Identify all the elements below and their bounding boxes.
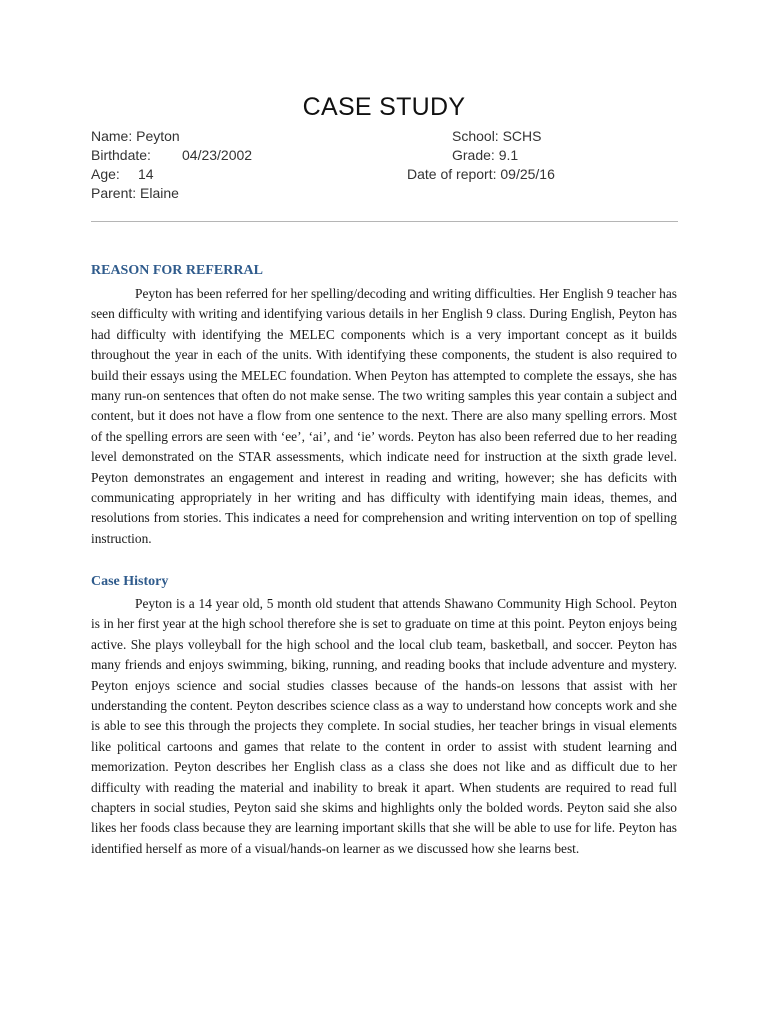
age-label: Age:: [91, 166, 120, 182]
page-title: CASE STUDY: [302, 93, 466, 121]
divider: [91, 221, 678, 222]
birthdate-value: 04/23/2002: [182, 147, 253, 163]
grade-field: Grade: 9.1: [452, 147, 519, 163]
age-value: 14: [138, 166, 154, 182]
section-heading-case-history: Case History: [91, 574, 169, 589]
section-heading-referral: REASON FOR REFERRAL: [91, 263, 263, 278]
parent-field: Parent: Elaine: [91, 185, 179, 201]
name-field: Name: Peyton: [91, 128, 180, 144]
section-body-referral: Peyton has been referred for her spelling/decoding and writing difficulties. Her English 9 teacher has seen difficulty with writing and identifying various details in her English 9 class. During English, Peyton has had difficulty with identifying the MELEC components which is a very important concept as it builds throughout the year in each of the units. With identifying these components, the student is also required to build their essays using the MELEC foundation. When Peyton has attempted to complete the essays, she has many run-on sentences that often do not make sense. The two writing samples this year contain a subject and content, but it does not have a flow from one sentence to the next. There are also many spelling errors. Most of the spelling errors are seen with ‘ee’, ‘ai’, and ‘ie’ words. Peyton has also been referred due to her reading level demonstrated on the STAR assessments, which indicate need for instruction at the sixth grade level. Peyton demonstrates an engagement and interest in reading and writing, however; she has deficits with communicating appropriately in her writing and has difficulty with identifying main ideas, themes, and resolutions from stories. This indicates a need for comprehension and writing intervention on top of spelling instruction.: [91, 286, 677, 546]
birthdate-label: Birthdate:: [91, 147, 151, 163]
section-body-case-history: Peyton is a 14 year old, 5 month old student that attends Shawano Community High School. Peyton is in her first year at the high school therefore she is set to graduate on time at this point. Peyton enjoys being active. She plays volleyball for the high school and the local club team, basketball, and soccer. Peyton has many friends and enjoys swimming, biking, running, and reading books that include adventure and mystery. Peyton enjoys science and social studies classes because of the hands-on lessons that assist with her understanding the content. Peyton describes science class as a way to understand how concepts work and she is able to see this through the projects they complete. In social studies, her teacher brings in visual elements like political cartoons and games that relate to the content in order to assist with student learning and memorization. Peyton describes her English class as a class she does not like and as difficult due to her difficulty with reading the material and inability to break it apart. When students are required to read full chapters in social studies, Peyton said she skims and highlights only the bolded words. Peyton said she also likes her foods class because they are learning important skills that she will be able to use for life. Peyton has identified herself as more of a visual/hands-on learner as we discussed how she learns best.: [91, 596, 677, 856]
school-field: School: SCHS: [452, 128, 542, 144]
report-date-field: Date of report: 09/25/16: [407, 166, 555, 182]
